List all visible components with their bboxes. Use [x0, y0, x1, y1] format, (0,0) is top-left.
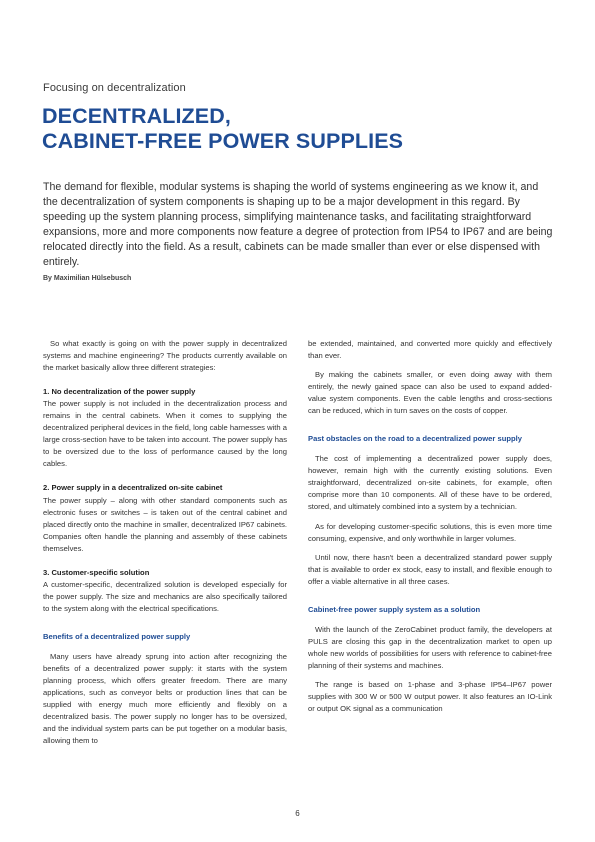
section-kicker: Focusing on decentralization — [43, 82, 186, 94]
smaller-cabinets-paragraph: By making the cabinets smaller, or even doing away with them entirely, the newly gained space can also be used to expand added-value system components. Even the cable lengths and cross-sections can be reduced, which in turn saves on the costs of copper. — [308, 370, 552, 416]
title-line-2: CABINET-FREE POWER SUPPLIES — [42, 129, 404, 153]
cabinet-free-paragraph-1: With the launch of the ZeroCabinet product family, the developers at PULS are closing this gap in the decentralization market to open up whole new worlds of possibilities for users with reference to cabinet-free planning of their systems and machines. — [308, 624, 552, 670]
continued-paragraph: be extended, maintained, and converted more quickly and effectively than ever. — [308, 339, 552, 361]
strategy-1-paragraph: The power supply is not included in the decentralization process and remains in the central cabinets. When it comes to supplying the decentralized peripheral devices in the field, long cable harnesses with a large cross-section have to be taken into account. The power supply has to be oversized due to the loss of performance caused by the long cables. — [43, 399, 287, 469]
strategy-2-paragraph: The power supply – along with other standard components such as electronic fuses or switches – is taken out of the central cabinet and placed directly onto the machine in smaller, decentralized IP67 cabinets. Companies often handle the planning and assembly of these cabinets themselves. — [43, 495, 287, 553]
title-line-1: DECENTRALIZED, — [42, 104, 231, 128]
benefits-paragraph: Many users have already sprung into action after recognizing the benefits of a decentralized power supply: it starts with the system planning process, which offers greater freedom. There are many applications, such as conveyor belts or production lines that can be supplied with energy much more efficiently and flexibly on a decentralized basis. The power supply no longer has to be oversized, and the individual system parts can be put together on a modular basis, allowing them to — [43, 651, 287, 746]
obstacles-paragraph-2: As for developing customer-specific solutions, this is even more time consuming, expensive, and only worthwhile in larger volumes. — [308, 521, 552, 543]
strategy-1-heading: 1. No decentralization of the power supply — [43, 387, 196, 397]
obstacles-paragraph-3: Until now, there hasn't been a decentralized standard power supply that is available to order ex stock, easy to install, and flexible enough to offer a viable alternative in all three cases. — [308, 552, 552, 586]
obstacles-paragraph-1: The cost of implementing a decentralized power supply does, however, remain high with the currently existing solutions. Even straightforward, decentralized on-site cabinets, for example, often comprise more than 10 components. All of these have to be ordered, stored, and ultimately combined into a system by a technician. — [308, 454, 552, 512]
right-column — [308, 338, 552, 722]
strategy-3-heading: 3. Customer-specific solution — [43, 567, 150, 577]
cabinet-free-paragraph-2: The range is based on 1-phase and 3-phase IP54–IP67 power supplies with 300 W or 500 W output power. It also features an IO-Link or output OK signal as a communication — [308, 679, 552, 714]
cabinet-free-heading: Cabinet-free power supply system as a solution — [308, 604, 481, 614]
page-title — [42, 104, 562, 154]
lead-paragraph: The demand for flexible, modular systems is shaping the world of systems engineering as we know it, and the decentralization of system components is shaping up to be a major development in this regard. By speeding up the system planning process, simplifying maintenance tasks, and facilitating straightforward expansions, more and more components now feature a degree of protection from IP54 to IP67 and are being relocated directly into the field. As a result, cabinets can be made smaller than ever or else dispensed with entirely. — [43, 181, 553, 268]
intro-paragraph: So what exactly is going on with the power supply in decentralized systems and machine engineering? The products currently available on the market basically allow three different strategies: — [43, 339, 287, 373]
page-number: 6 — [295, 809, 300, 818]
left-column — [43, 338, 287, 754]
strategy-2-heading: 2. Power supply in a decentralized on-site cabinet — [43, 483, 223, 493]
byline: By Maximilian Hülsebusch — [43, 275, 132, 282]
strategy-3-paragraph: A customer-specific, decentralized solution is developed especially for the power supply. The size and mechanics are also specifically tailored to the system along with the electrical specifications. — [43, 579, 287, 613]
obstacles-heading: Past obstacles on the road to a decentralized power supply — [308, 434, 522, 444]
benefits-heading: Benefits of a decentralized power supply — [43, 631, 191, 641]
